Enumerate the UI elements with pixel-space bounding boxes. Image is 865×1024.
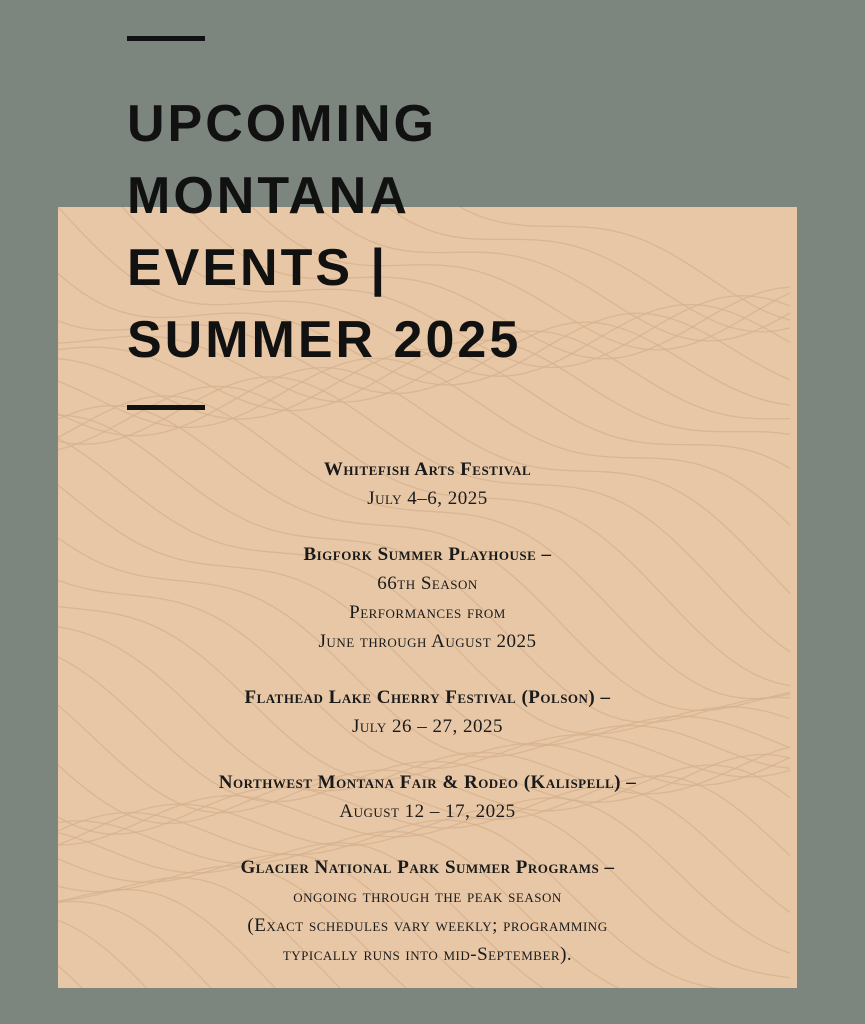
event-title: Glacier National Park Summer Programs – bbox=[240, 857, 615, 878]
title-line-4: SUMMER 2025 bbox=[127, 311, 522, 369]
event-detail: Performances from bbox=[349, 602, 506, 623]
title-line-3: EVENTS | bbox=[127, 239, 389, 297]
event-whitefish-arts-festival bbox=[58, 455, 797, 513]
title-line-2: MONTANA bbox=[127, 167, 410, 225]
bottom-rule bbox=[127, 405, 205, 410]
events-list bbox=[58, 455, 797, 996]
event-title: Flathead Lake Cherry Festival (Polson) – bbox=[244, 687, 611, 708]
event-title: Northwest Montana Fair & Rodeo (Kalispell) – bbox=[218, 772, 637, 793]
event-detail: (Exact schedules vary weekly; programming bbox=[247, 915, 608, 936]
event-date: June through August 2025 bbox=[318, 631, 537, 652]
event-bigfork-playhouse bbox=[58, 540, 797, 656]
event-glacier-programs bbox=[58, 853, 797, 969]
event-detail: typically runs into mid-September). bbox=[282, 944, 573, 965]
event-date: August 12 – 17, 2025 bbox=[339, 801, 516, 822]
event-date: July 4–6, 2025 bbox=[367, 488, 488, 509]
event-date: July 26 – 27, 2025 bbox=[351, 716, 504, 737]
event-detail: 66th Season bbox=[377, 573, 478, 594]
event-detail: ongoing through the peak season bbox=[293, 886, 562, 907]
title-line-1: UPCOMING bbox=[127, 95, 437, 153]
top-rule bbox=[127, 36, 205, 41]
event-cherry-festival bbox=[58, 683, 797, 741]
event-title: Whitefish Arts Festival bbox=[323, 459, 532, 480]
event-title: Bigfork Summer Playhouse – bbox=[303, 544, 552, 565]
event-montana-fair-rodeo bbox=[58, 768, 797, 826]
page-title bbox=[127, 88, 521, 376]
